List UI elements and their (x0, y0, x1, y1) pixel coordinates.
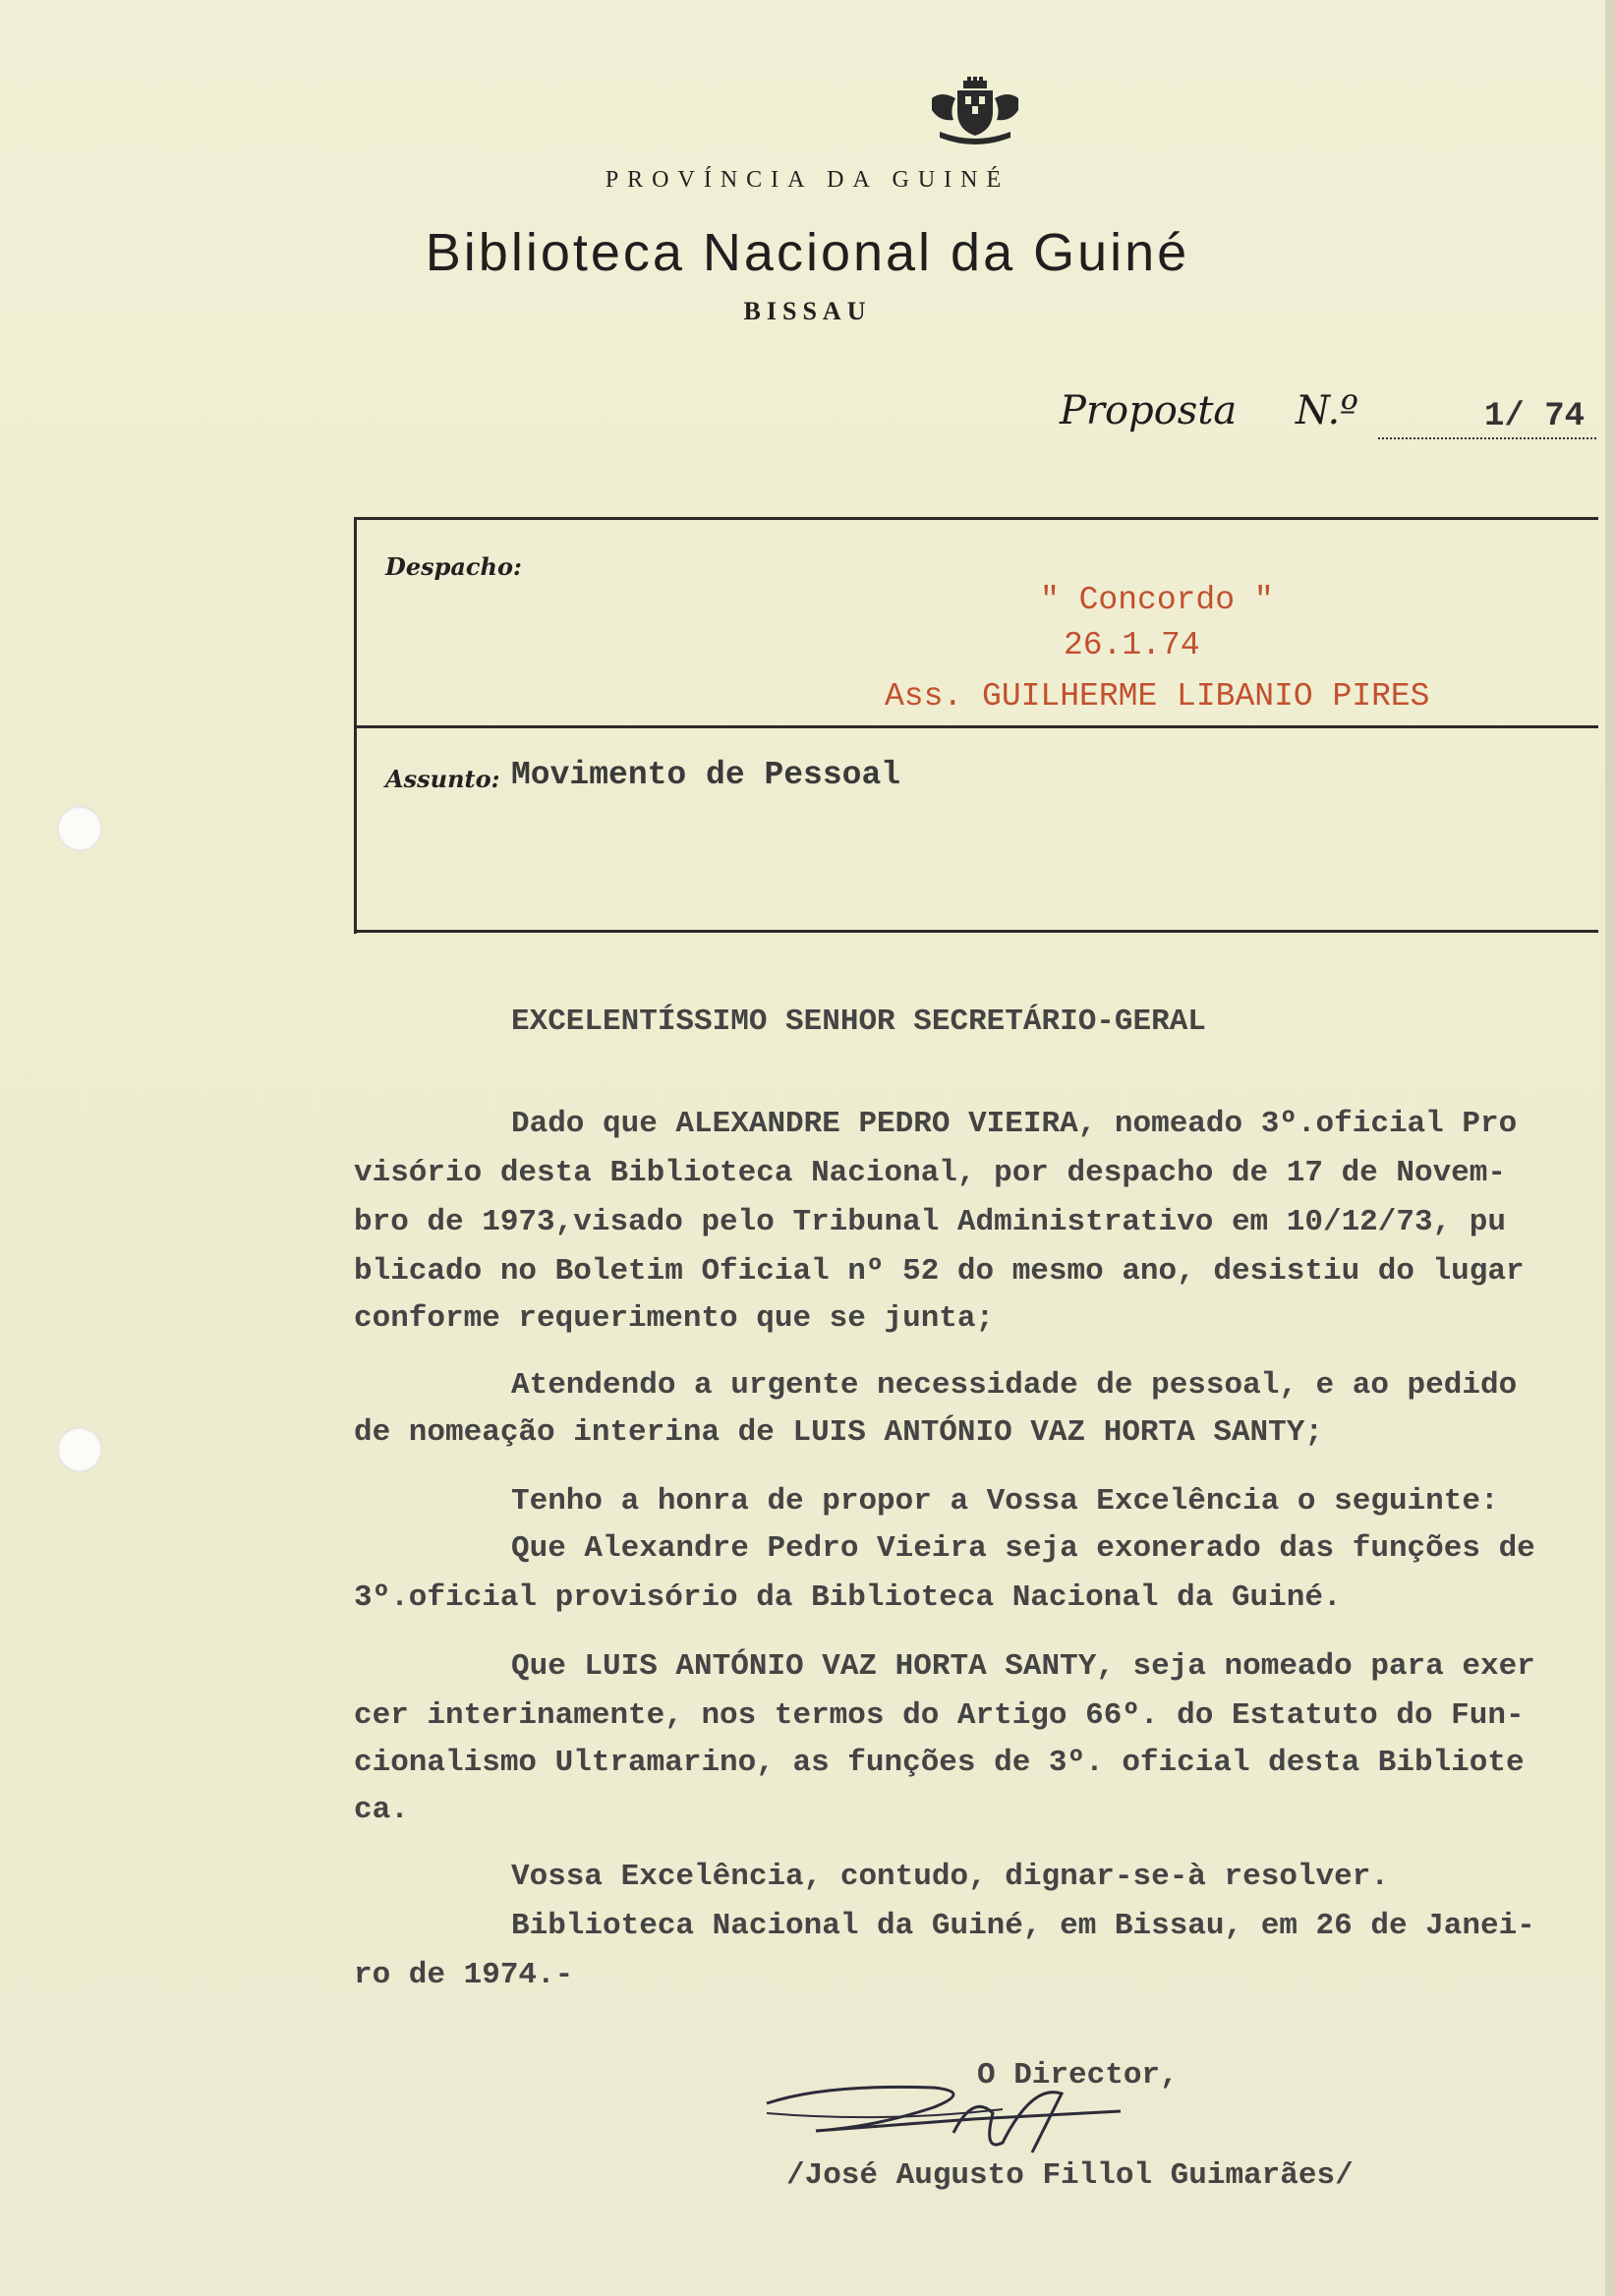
punch-hole-top (57, 806, 102, 851)
paragraph-4-line-4: ca. (354, 1793, 409, 1827)
despacho-stamp-concordo: " Concordo " (1040, 582, 1274, 618)
province-heading: PROVÍNCIA DA GUINÉ (605, 167, 1010, 193)
paragraph-3-line-3: 3º.oficial provisório da Biblioteca Nacional da Guiné. (354, 1580, 1342, 1615)
paragraph-2-line-2: de nomeação interina de LUIS ANTÓNIO VAZ HORTA SANTY; (354, 1415, 1323, 1450)
paragraph-3-line-2: Que Alexandre Pedro Vieira seja exonerado das funções de (511, 1531, 1535, 1566)
paragraph-4-line-2: cer interinamente, nos termos do Artigo 66º. do Estatuto do Fun- (354, 1698, 1525, 1733)
paragraph-5-line-1: Vossa Excelência, contudo, dignar-se-à resolver. (511, 1860, 1389, 1894)
paragraph-4-line-1: Que LUIS ANTÓNIO VAZ HORTA SANTY, seja nomeado para exer (511, 1649, 1535, 1684)
proposta-number-value: 1/ 74 (1484, 398, 1586, 435)
library-title: Biblioteca Nacional da Guiné (425, 223, 1190, 282)
assunto-label: Assunto: (385, 765, 500, 793)
assunto-value: Movimento de Pessoal (511, 757, 901, 793)
paragraph-2-line-1: Atendendo a urgente necessidade de pessoal, e ao pedido (511, 1368, 1518, 1403)
despacho-label: Despacho: (385, 552, 522, 581)
city-heading: BISSAU (743, 297, 872, 325)
salutation: EXCELENTÍSSIMO SENHOR SECRETÁRIO-GERAL (511, 1004, 1206, 1039)
paragraph-5-line-3: ro de 1974.- (354, 1958, 574, 1992)
signature-title: O Director, (977, 2058, 1179, 2093)
page-edge (1605, 0, 1615, 2296)
punch-hole-bottom (57, 1427, 102, 1472)
coat-of-arms-icon (928, 77, 1022, 147)
paragraph-1-line-4: blicado no Boletim Oficial nº 52 do mesmo ano, desistiu do lugar (354, 1254, 1525, 1289)
paragraph-4-line-3: cionalismo Ultramarino, as funções de 3º. oficial desta Bibliote (354, 1746, 1525, 1780)
despacho-box-top-rule (354, 517, 1598, 520)
paragraph-3-line-1: Tenho a honra de propor a Vossa Excelência o seguinte: (511, 1484, 1499, 1519)
despacho-stamp-date: 26.1.74 (1064, 627, 1200, 663)
proposta-dotted-line (1378, 437, 1596, 439)
paragraph-1-line-5: conforme requerimento que se junta; (354, 1301, 995, 1336)
paragraph-1-line-1: Dado que ALEXANDRE PEDRO VIEIRA, nomeado 3º.oficial Pro (511, 1107, 1518, 1141)
paragraph-1-line-2: visório desta Biblioteca Nacional, por despacho de 17 de Novem- (354, 1156, 1506, 1190)
proposta-number-label: N.º (1296, 388, 1358, 433)
proposta-label: Proposta (1060, 388, 1238, 433)
despacho-stamp-signatory: Ass. GUILHERME LIBANIO PIRES (885, 678, 1430, 715)
box-divider-rule (354, 725, 1598, 728)
paragraph-5-line-2: Biblioteca Nacional da Guiné, em Bissau, em 26 de Janei- (511, 1909, 1535, 1943)
signature-name: /José Augusto Fillol Guimarães/ (786, 2158, 1354, 2193)
box-bottom-rule (354, 930, 1598, 933)
paragraph-1-line-3: bro de 1973,visado pelo Tribunal Administrativo em 10/12/73, pu (354, 1205, 1506, 1239)
